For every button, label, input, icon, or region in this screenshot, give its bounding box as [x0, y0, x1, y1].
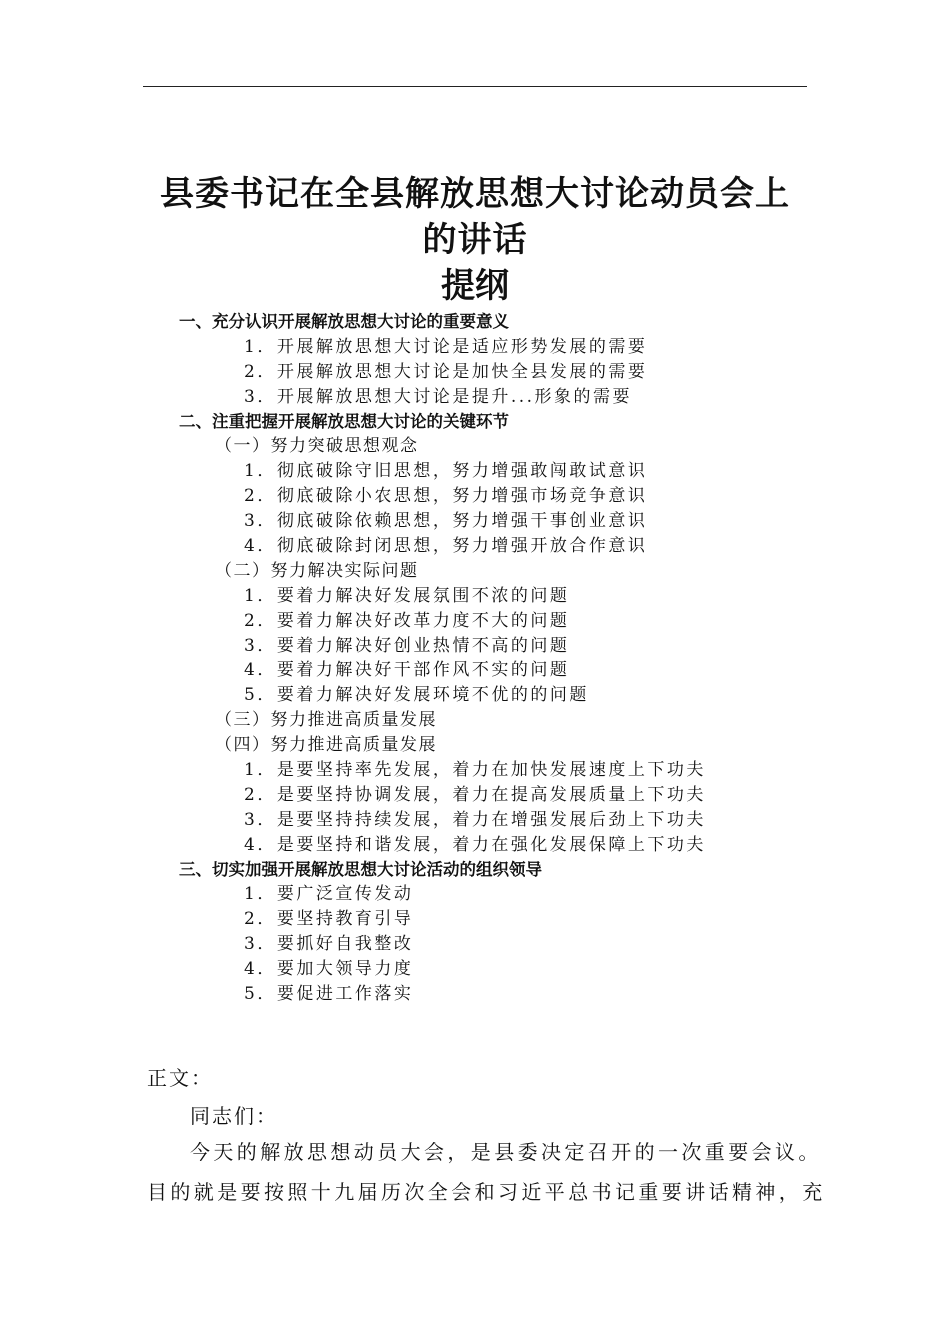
- outline-heading: 二、注重把握开展解放思想大讨论的关键环节: [179, 411, 509, 431]
- paragraph-line: 目的就是要按照十九届历次全会和习近平总书记重要讲话精神，充: [147, 1180, 826, 1204]
- outline-item: 2．是要坚持协调发展，着力在提高发展质量上下功夫: [244, 784, 706, 805]
- outline-subheading: （一）努力突破思想观念: [215, 436, 419, 457]
- outline-item: 5．要着力解决好发展环境不优的的问题: [244, 685, 589, 706]
- outline-item: 3．是要坚持持续发展，着力在增强发展后劲上下功夫: [244, 809, 706, 830]
- outline-item: 1．是要坚持率先发展，着力在加快发展速度上下功夫: [244, 760, 706, 781]
- outline-item: 1．要广泛宣传发动: [244, 884, 414, 905]
- outline-item: 3．要着力解决好创业热情不高的问题: [244, 635, 570, 656]
- outline-item: 1．要着力解决好发展氛围不浓的问题: [244, 585, 570, 606]
- outline-item: 5．要促进工作落实: [244, 984, 414, 1005]
- outline-item: 4．彻底破除封闭思想，努力增强开放合作意识: [244, 536, 648, 557]
- outline-heading: 三、切实加强开展解放思想大讨论活动的组织领导: [179, 859, 542, 879]
- outline-heading: 一、充分认识开展解放思想大讨论的重要意义: [179, 312, 509, 331]
- outline-subheading: （四）努力推进高质量发展: [215, 735, 437, 756]
- outline-item: 4．是要坚持和谐发展，着力在强化发展保障上下功夫: [244, 834, 706, 855]
- document-title-line-1: 县委书记在全县解放思想大讨论动员会上: [160, 174, 790, 214]
- body-label: 正文：: [147, 1066, 213, 1090]
- outline-item: 2．开展解放思想大讨论是加快全县发展的需要: [244, 361, 648, 382]
- outline-item: 2．彻底破除小农思想，努力增强市场竞争意识: [244, 486, 648, 507]
- outline-item: 2．要坚持教育引导: [244, 909, 414, 930]
- outline-item: 3．开展解放思想大讨论是提升...形象的需要: [244, 386, 633, 407]
- document-subtitle: 提纲: [441, 266, 509, 306]
- outline-item: 3．彻底破除依赖思想，努力增强干事创业意识: [244, 511, 648, 532]
- outline-item: 2．要着力解决好改革力度不大的问题: [244, 610, 570, 631]
- outline-item: 4．要着力解决好干部作风不实的问题: [244, 660, 570, 681]
- paragraph-line: 今天的解放思想动员大会，是县委决定召开的一次重要会议。: [190, 1140, 822, 1164]
- document-title-line-2: 的讲话: [422, 220, 528, 260]
- header-rule: [143, 86, 807, 87]
- outline-item: 1．彻底破除守旧思想，努力增强敢闯敢试意识: [244, 461, 648, 482]
- outline-list: [0, 310, 950, 1007]
- outline-subheading: （二）努力解决实际问题: [215, 560, 419, 581]
- greeting: 同志们：: [190, 1104, 278, 1128]
- outline-subheading: （三）努力推进高质量发展: [215, 710, 437, 731]
- outline-item: 1．开展解放思想大讨论是适应形势发展的需要: [244, 336, 648, 357]
- outline-item: 3．要抓好自我整改: [244, 934, 414, 955]
- outline-item: 4．要加大领导力度: [244, 959, 414, 980]
